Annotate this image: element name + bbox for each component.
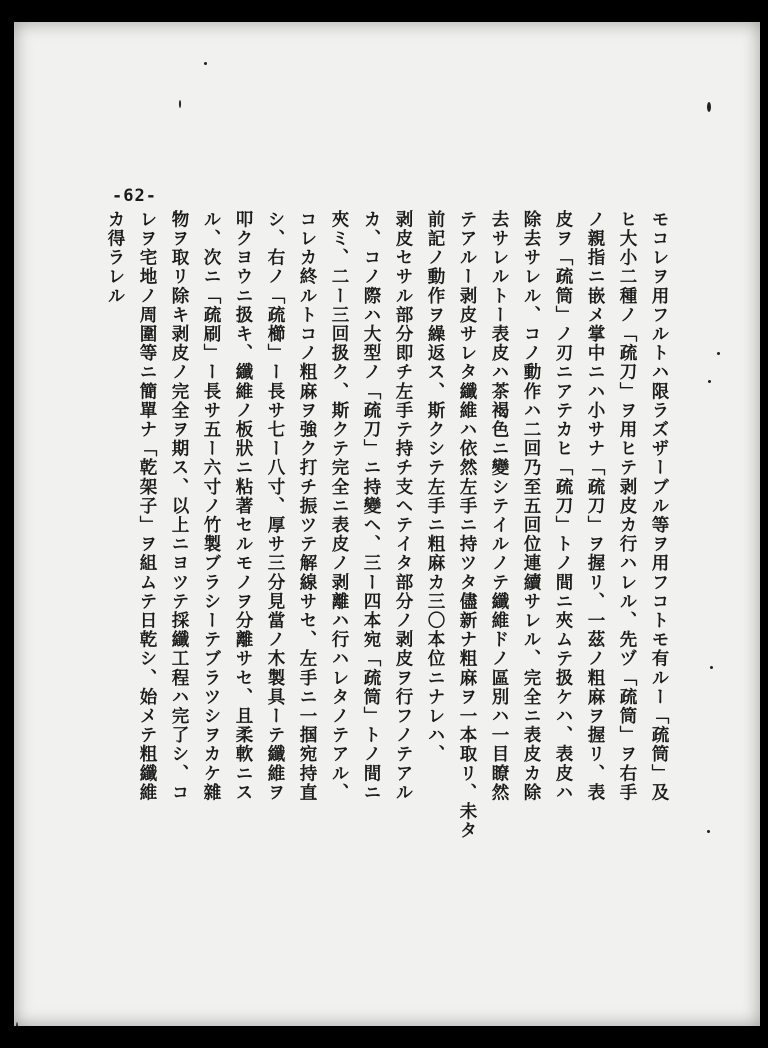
dust-speck: [16, 1022, 18, 1026]
dust-speck: [707, 102, 711, 112]
dust-speck: [204, 62, 207, 65]
text-column: 物ヲ取リ除キ剥皮ノ完全ヲ期ス、以上ニヨツテ採纖工程ハ完了シ、コ: [169, 210, 189, 803]
text-column: 前記ノ動作ヲ繰返ス、斯クシテ左手ニ粗麻カ三〇本位ニナレハ、: [425, 210, 445, 764]
dust-speck: [179, 100, 181, 108]
text-column: 除去サレル、コノ動作ハ二回乃至五回位連續サレル、完全ニ表皮カ除: [521, 210, 541, 803]
text-column: 叩クヨウニ扱キ、纖維ノ板狀ニ粘著セルモノヲ分離サセ、且柔軟ニス: [233, 210, 253, 803]
dust-speck: [708, 380, 711, 383]
text-column: 皮ヲ「疏筒」ノ刃ニアテカヒ「疏刀」トノ間ニ夾ムテ扱ケハ、表皮ハ: [553, 210, 573, 803]
text-column: 剥皮セサル部分即チ左手テ持チ支ヘテイタ部分ノ剥皮ヲ行フノテアル: [393, 210, 413, 803]
text-column: ヒ大小二種ノ「疏刀」ヲ用ヒテ剥皮カ行ハレル、先ヅ「疏筒」ヲ右手: [617, 210, 637, 803]
dust-speck: [717, 352, 720, 355]
page-number: -62-: [112, 186, 157, 206]
text-column: カ、コノ際ハ大型ノ「疏刀」ニ持變ヘ、三ー四本宛「疏筒」トノ間ニ: [361, 210, 381, 803]
text-column: レヲ宅地ノ周圍等ニ簡單ナ「乾架子」ヲ組ムテ日乾シ、始メテ粗纖維: [137, 210, 157, 803]
text-column: 夾ミ、二ー三回扱ク、斯クテ完全ニ表皮ノ剥離ハ行ハレタノテアル、: [329, 210, 349, 803]
dust-speck: [707, 830, 710, 833]
text-column: モコレヲ用フルトハ限ラズザーブル等ヲ用フコトモ有ルー「疏筒」及: [649, 210, 669, 803]
vertical-text-body: [106, 210, 672, 1000]
text-column: テアルー剥皮サレタ纖維ハ依然左手ニ持ツタ儘新ナ粗麻ヲ一本取リ、未タ: [457, 210, 477, 841]
document-page: [14, 22, 760, 1026]
text-column: コレカ終ルトコノ粗麻ヲ強ク打チ振ツテ解線サセ、左手ニ一掴宛持直: [297, 210, 317, 803]
text-column: シ、右ノ「疏櫛」ー長サ七ー八寸、厚サ三分見當ノ木製具ーテ纖維ヲ: [265, 210, 285, 803]
text-column: ノ親指ニ嵌メ掌中ニハ小サナ「疏刀」ヲ握リ、一茲ノ粗麻ヲ握リ、表: [585, 210, 605, 803]
text-column: カ得ラレル: [105, 210, 125, 306]
text-column: ル、次ニ「疏刷」ー長サ五ー六寸ノ竹製ブラシーテブラツシヲカケ雜: [201, 210, 221, 803]
dust-speck: [710, 666, 713, 669]
text-column: 去サレルトー表皮ハ茶褐色ニ變シテイルノテ纖維ドノ區別ハ一目瞭然: [489, 210, 509, 803]
